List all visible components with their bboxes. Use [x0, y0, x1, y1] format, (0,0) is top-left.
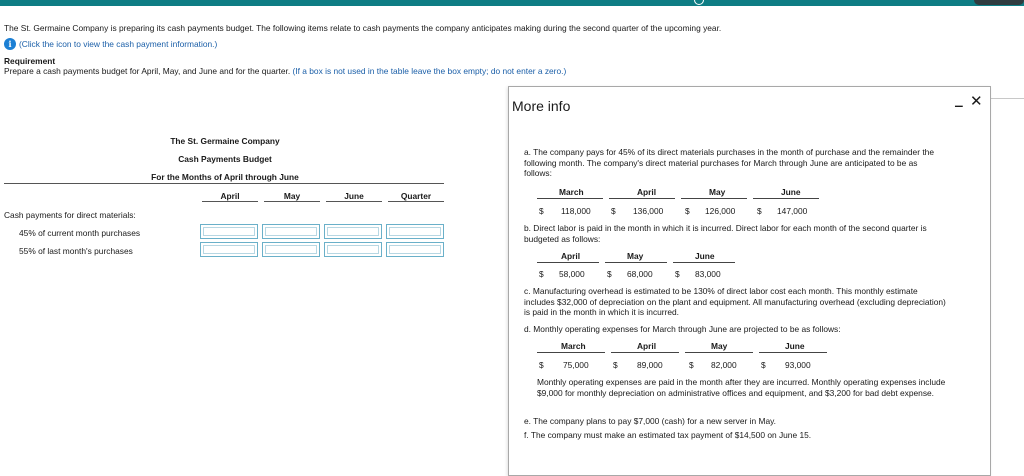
oe-rule: [537, 352, 605, 353]
dm-value-april: 136,000: [633, 206, 664, 216]
top-pill-button[interactable]: [974, 0, 1024, 5]
input-last-quarter[interactable]: [386, 242, 444, 257]
currency: $: [613, 360, 618, 370]
info-b: b. Direct labor is paid in the month in which it is incurred. Direct labor for each month of the second quarter is budgeted as follows:: [524, 223, 927, 244]
modal-title: More info: [512, 98, 571, 114]
col-rule: [388, 201, 444, 202]
divider: [990, 98, 1024, 99]
col-rule: [264, 201, 320, 202]
top-bar: [0, 0, 1024, 6]
input-last-may[interactable]: [262, 242, 320, 257]
oe-header-june: June: [785, 341, 805, 351]
dl-header-april: April: [561, 251, 581, 261]
question-intro: The St. Germaine Company is preparing its cash payments budget. The following items relate to cash payments the company anticipates making during the second quarter of the upcoming year.: [4, 23, 722, 33]
oe-rule: [759, 352, 827, 353]
info-icon[interactable]: i: [4, 38, 16, 50]
dm-rule: [681, 198, 747, 199]
currency: $: [611, 206, 616, 216]
dm-header-march: March: [559, 187, 584, 197]
currency: $: [757, 206, 762, 216]
oe-value-june: 93,000: [785, 360, 811, 370]
col-rule: [326, 201, 382, 202]
dl-value-may: 68,000: [627, 269, 653, 279]
dl-header-june: June: [695, 251, 715, 261]
info-link-text[interactable]: (Click the icon to view the cash payment information.): [19, 39, 218, 49]
currency: $: [607, 269, 612, 279]
info-c: c. Manufacturing overhead is estimated to be 130% of direct labor cost each month. This monthly estimate includes $32,000 of depreciation on the plant and equipment. All manufacturing overhead (excluding depreciation) is paid in the month in which it is incurred.: [524, 286, 946, 317]
dm-value-june: 147,000: [777, 206, 808, 216]
oe-header-april: April: [637, 341, 657, 351]
close-icon[interactable]: ✕: [970, 93, 983, 110]
currency: $: [761, 360, 766, 370]
currency: $: [675, 269, 680, 279]
more-info-modal: [508, 86, 991, 476]
budget-company: The St. Germaine Company: [170, 136, 280, 146]
col-quarter: Quarter: [400, 191, 432, 201]
dm-rule: [753, 198, 819, 199]
currency: $: [685, 206, 690, 216]
budget-title: Cash Payments Budget: [178, 154, 272, 164]
header-rule: [4, 183, 444, 184]
dm-value-may: 126,000: [705, 206, 736, 216]
dm-rule: [609, 198, 675, 199]
dm-rule: [537, 198, 603, 199]
input-current-april[interactable]: [200, 224, 258, 239]
input-current-quarter[interactable]: [386, 224, 444, 239]
oe-header-march: March: [561, 341, 586, 351]
info-e: e. The company plans to pay $7,000 (cash) for a new server in May.: [524, 416, 776, 426]
dl-rule: [605, 262, 667, 263]
requirement-title: Requirement: [4, 56, 56, 66]
dm-header-june: June: [781, 187, 801, 197]
dl-header-may: May: [627, 251, 644, 261]
input-current-june[interactable]: [324, 224, 382, 239]
oe-value-april: 89,000: [637, 360, 663, 370]
input-last-june[interactable]: [324, 242, 382, 257]
requirement-text: [4, 66, 566, 76]
dl-rule: [673, 262, 735, 263]
requirement-note: (If a box is not used in the table leave the box empty; do not enter a zero.): [292, 66, 567, 76]
row-label-last: 55% of last month's purchases: [19, 246, 133, 256]
col-rule: [202, 201, 258, 202]
dm-header-april: April: [637, 187, 657, 197]
requirement-body: Prepare a cash payments budget for April, May, and June and for the quarter.: [4, 66, 291, 76]
row-label-current: 45% of current month purchases: [19, 228, 141, 238]
info-f: f. The company must make an estimated tax payment of $14,500 on June 15.: [524, 430, 812, 440]
info-a: a. The company pays for 45% of its direct materials purchases in the month of purchase and the remainder the following month. The company's direct material purchases for March through June are anticipated to be as follows:: [524, 147, 934, 178]
dl-value-june: 83,000: [695, 269, 721, 279]
col-april: April: [220, 191, 240, 201]
col-june: June: [344, 191, 364, 201]
budget-period: For the Months of April through June: [151, 172, 299, 182]
info-d: d. Monthly operating expenses for March through June are projected to be as follows:: [524, 324, 841, 334]
dm-value-march: 118,000: [561, 206, 591, 216]
input-current-may[interactable]: [262, 224, 320, 239]
currency: $: [689, 360, 694, 370]
currency: $: [539, 360, 544, 370]
minimize-icon[interactable]: ‒: [955, 97, 963, 113]
info-link[interactable]: [4, 38, 217, 50]
oe-value-march: 75,000: [563, 360, 589, 370]
input-last-april[interactable]: [200, 242, 258, 257]
dl-value-april: 58,000: [559, 269, 585, 279]
dm-header-may: May: [709, 187, 726, 197]
col-may: May: [283, 191, 301, 201]
oe-header-may: May: [711, 341, 728, 351]
section-label: Cash payments for direct materials:: [4, 210, 136, 220]
oe-rule: [685, 352, 753, 353]
dl-rule: [537, 262, 599, 263]
oe-value-may: 82,000: [711, 360, 737, 370]
currency: $: [539, 269, 544, 279]
currency: $: [539, 206, 544, 216]
oe-rule: [611, 352, 679, 353]
info-d-note: Monthly operating expenses are paid in the month after they are incurred. Monthly operating expenses include $9,000 for monthly depreciation on administrative offices and equipment, and $3,200 for bad debt expense.: [537, 377, 946, 398]
